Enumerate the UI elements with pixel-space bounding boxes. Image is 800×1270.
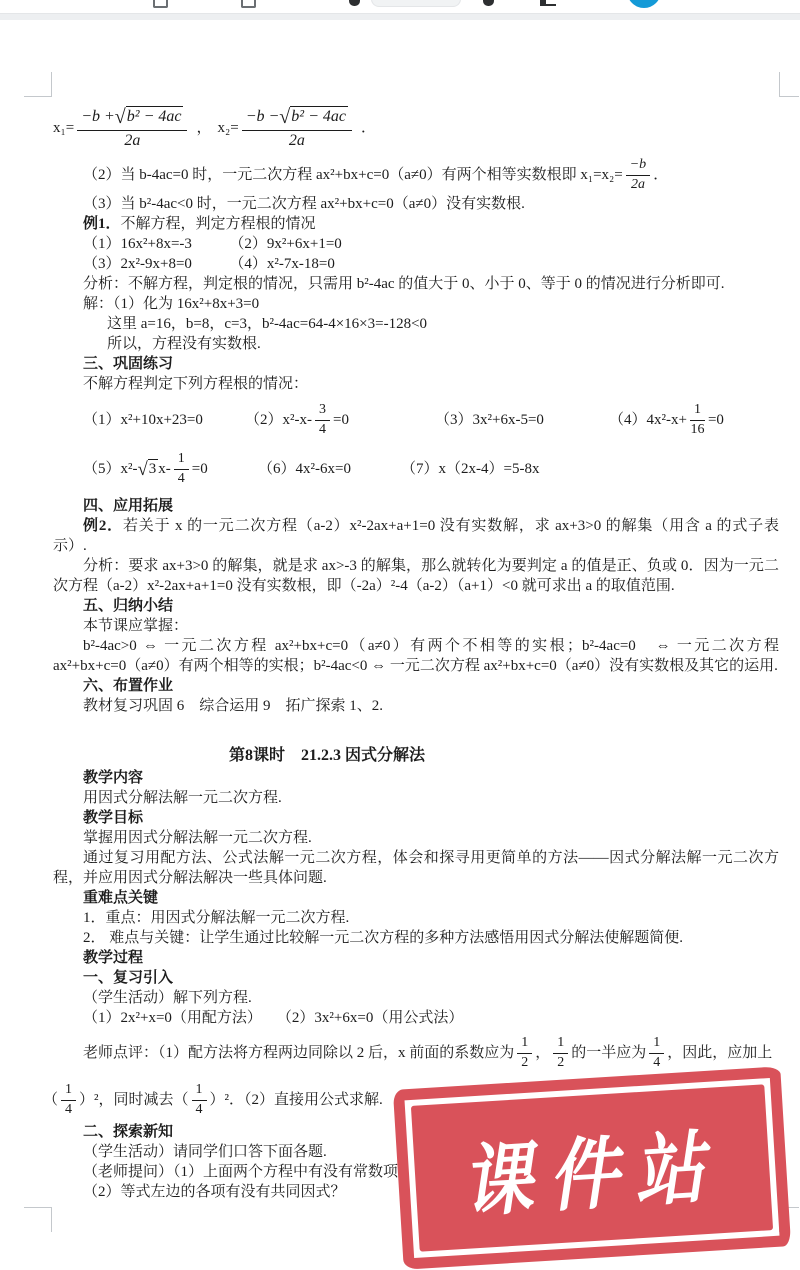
example1-solution-3: 所以，方程没有实数根. — [107, 336, 261, 352]
example2-label: 例2． — [83, 518, 123, 534]
summary-intro: 本节课应掌握： — [83, 618, 189, 634]
section-5-heading: 五、归纳小结 — [83, 598, 174, 614]
drill-intro: 不解方程判定下列方程根的情况： — [83, 376, 309, 392]
browser-toolbar — [0, 0, 800, 14]
drill-q6: （6）4x²-6x=0 — [258, 461, 351, 477]
avatar[interactable] — [627, 0, 661, 8]
drill-q2: （2）x²-x- $\frac{3}{4}$ =0 — [245, 402, 349, 437]
fraction-1-16: $\frac{1}{16}$ — [690, 402, 705, 437]
explore-heading: 二、探索新知 — [83, 1124, 174, 1140]
section-4-heading: 四、应用拓展 — [83, 498, 174, 514]
explore-1: （学生活动）请同学们口答下面各题. — [83, 1144, 327, 1160]
example1-solution-2: 这里 a=16，b=8，c=3，b²-4ac=64-4×16×3=-128<0 — [107, 316, 428, 332]
drill-q3: （3）3x²+6x-5=0 — [435, 412, 544, 428]
section-3-heading: 三、巩固练习 — [83, 356, 174, 372]
text-boundary-mark — [24, 72, 52, 97]
teaching-process-heading: 教学过程 — [83, 950, 144, 966]
courseware-stamp — [393, 1066, 791, 1269]
drill-q1: （1）x²+10x+23=0 — [83, 412, 203, 428]
review-2: （1）2x²+x=0（用配方法） （2）3x²+6x=0（用公式法） — [83, 1010, 464, 1026]
example1-solution-1: 解：（1）化为 16x²+8x+3=0 — [83, 296, 260, 312]
drill-row-2 — [53, 446, 779, 492]
example1-items-2: （3）2x²-9x+8=0 （4）x²-7x-18=0 — [83, 256, 335, 272]
drill-row-1 — [53, 394, 779, 446]
teaching-content-heading: 教学内容 — [83, 770, 144, 786]
search-input[interactable] — [371, 0, 461, 7]
document-icon[interactable] — [153, 0, 168, 8]
explore-3: （2）等式左边的各项有没有共同因式？ — [83, 1184, 346, 1200]
summary-body: b²-4ac>0 ⇔ 一元二次方程 ax²+bx+c=0（a≠0）有两个不相等的实根；b²-4ac=0 ⇔ 一元二次方程 ax²+bx+c=0（a≠0）有两个相等的实根；b²-4ac<0 ⇔ 一元二次方程 ax²+bx+c=0（a≠0）没有实数根及其它的运用. — [53, 638, 779, 674]
lesson8-title: 第8课时 21.2.3 因式分解法 — [228, 747, 425, 764]
stamp-background — [411, 1084, 773, 1251]
example1-items-1: （1）16x²+8x=-3 （2）9x²+6x+1=0 — [83, 236, 342, 252]
fraction-3-4: $\frac{3}{4}$ — [315, 402, 330, 437]
radical: √b² − 4ac — [114, 105, 182, 128]
drill-q7: （7）x（2x-4）=5-8x — [401, 461, 540, 477]
fraction-x1: $\frac{\text{−b +√b² − 4ac}}{2a}$ — [77, 106, 187, 150]
teaching-goal-1: 掌握用因式分解法解一元二次方程. — [83, 830, 312, 846]
fraction-1-2: $\frac{1}{2}$ — [553, 1035, 568, 1070]
period: ． — [360, 120, 376, 136]
example1-analysis: 分析：不解方程，判定根的情况，只需用 b²-4ac 的值大于 0、小于 0、等于 0 的情况进行分析即可. — [83, 276, 725, 292]
stamp-text: 课件站 — [461, 1121, 733, 1226]
review-heading: 一、复习引入 — [83, 970, 174, 986]
section-6-heading: 六、布置作业 — [83, 678, 174, 694]
teacher-comment-line2: （ $\frac{1}{4}$ ）²，同时减去（ $\frac{1}{4}$ ）²．（2）直接用公式求解. — [43, 1082, 383, 1117]
teaching-content-text: 用因式分解法解一元二次方程. — [83, 790, 282, 806]
fraction-neg-b-2a: $\frac{-b}{2a}$ — [626, 157, 650, 192]
radical: √b² − 4ac — [279, 105, 346, 128]
key-point-1: 1．重点：用因式分解法解一元二次方程. — [83, 910, 350, 926]
key-point-2: 2． 难点与关键：让学生通过比较解一元二次方程的多种方法感悟用因式分解法使解题简便. — [83, 930, 684, 946]
example1-label: 例1． — [83, 216, 121, 232]
document-page — [0, 20, 800, 1250]
fraction-1-4: $\frac{1}{4}$ — [61, 1082, 76, 1117]
text-boundary-mark — [779, 72, 799, 97]
document-body — [43, 100, 779, 1202]
fraction-1-4: $\frac{1}{4}$ — [192, 1082, 207, 1117]
fraction-1-2: $\frac{1}{2}$ — [517, 1035, 532, 1070]
case2-line: （2）当 b-4ac=0 时，一元二次方程 ax²+bx+c=0（a≠0）有两个相等实数根即 x₁=x₂= $\frac{-b}{2a}$ ． — [83, 157, 669, 192]
drill-q4: （4）4x²-x+ $\frac{1}{16}$ =0 — [609, 402, 724, 437]
separator: ， — [196, 120, 212, 136]
radical: √3 — [137, 458, 157, 480]
example2-analysis: 分析：要求 ax+3>0 的解集，就是求 ax>-3 的解集，那么就转化为要判定 a 的值是正、负或 0．因为一元二次方程（a-2）x²-2ax+a+1=0 没有实数根，即（-2a）²-4（a-2）（a+1）<0 就可求出 a 的取值范围. — [53, 558, 779, 594]
homework-line: 教材复习巩固 6 综合运用 9 拓广探索 1、2. — [83, 698, 384, 714]
explore-2: （老师提问）（1）上面两个方程中有没有常数项？ — [83, 1164, 414, 1180]
teacher-comment-line1: 老师点评：（1）配方法将方程两边同除以 2 后，x 前面的系数应为 $\frac{1}{2}$ ， $\frac{1}{2}$ 的一半应为 $\frac{1}{4}$ ，因此，应加上 — [83, 1035, 773, 1070]
example1-heading: 例1．不解方程，判定方程根的情况 — [83, 216, 316, 232]
fraction-1-4: $\frac{1}{4}$ — [174, 451, 189, 486]
case3-line: （3）当 b²-4ac<0 时，一元二次方程 ax²+bx+c=0（a≠0）没有实数根. — [83, 196, 525, 212]
quadratic-formula-line — [53, 100, 779, 156]
review-1: （学生活动）解下列方程. — [83, 990, 252, 1006]
fraction-1-4: $\frac{1}{4}$ — [649, 1035, 664, 1070]
more-icon[interactable] — [349, 0, 360, 6]
x2-label: x₂= — [217, 120, 239, 136]
list-icon[interactable] — [540, 0, 556, 6]
extension-icon[interactable] — [483, 0, 494, 6]
teaching-goal-heading: 教学目标 — [83, 810, 144, 826]
key-points-heading: 重难点关键 — [83, 890, 159, 906]
text-boundary-mark — [24, 1207, 52, 1232]
fraction-x2: $\frac{\text{−b −√b² − 4ac}}{2a}$ — [242, 106, 352, 150]
drill-q5: （5）x²- √3 x- $\frac{1}{4}$ =0 — [83, 451, 208, 486]
document-icon[interactable] — [241, 0, 256, 8]
example2-text: 例2．若关于 x 的一元二次方程（a-2）x²-2ax+a+1=0 没有实数解，求 ax+3>0 的解集（用含 a 的式子表示）. — [53, 518, 779, 554]
x1-label: x₁= — [53, 120, 75, 136]
teaching-goal-2: 通过复习用配方法、公式法解一元二次方程，体会和探寻用更简单的方法——因式分解法解一元二次方程，并应用因式分解法解决一些具体问题. — [53, 850, 779, 886]
